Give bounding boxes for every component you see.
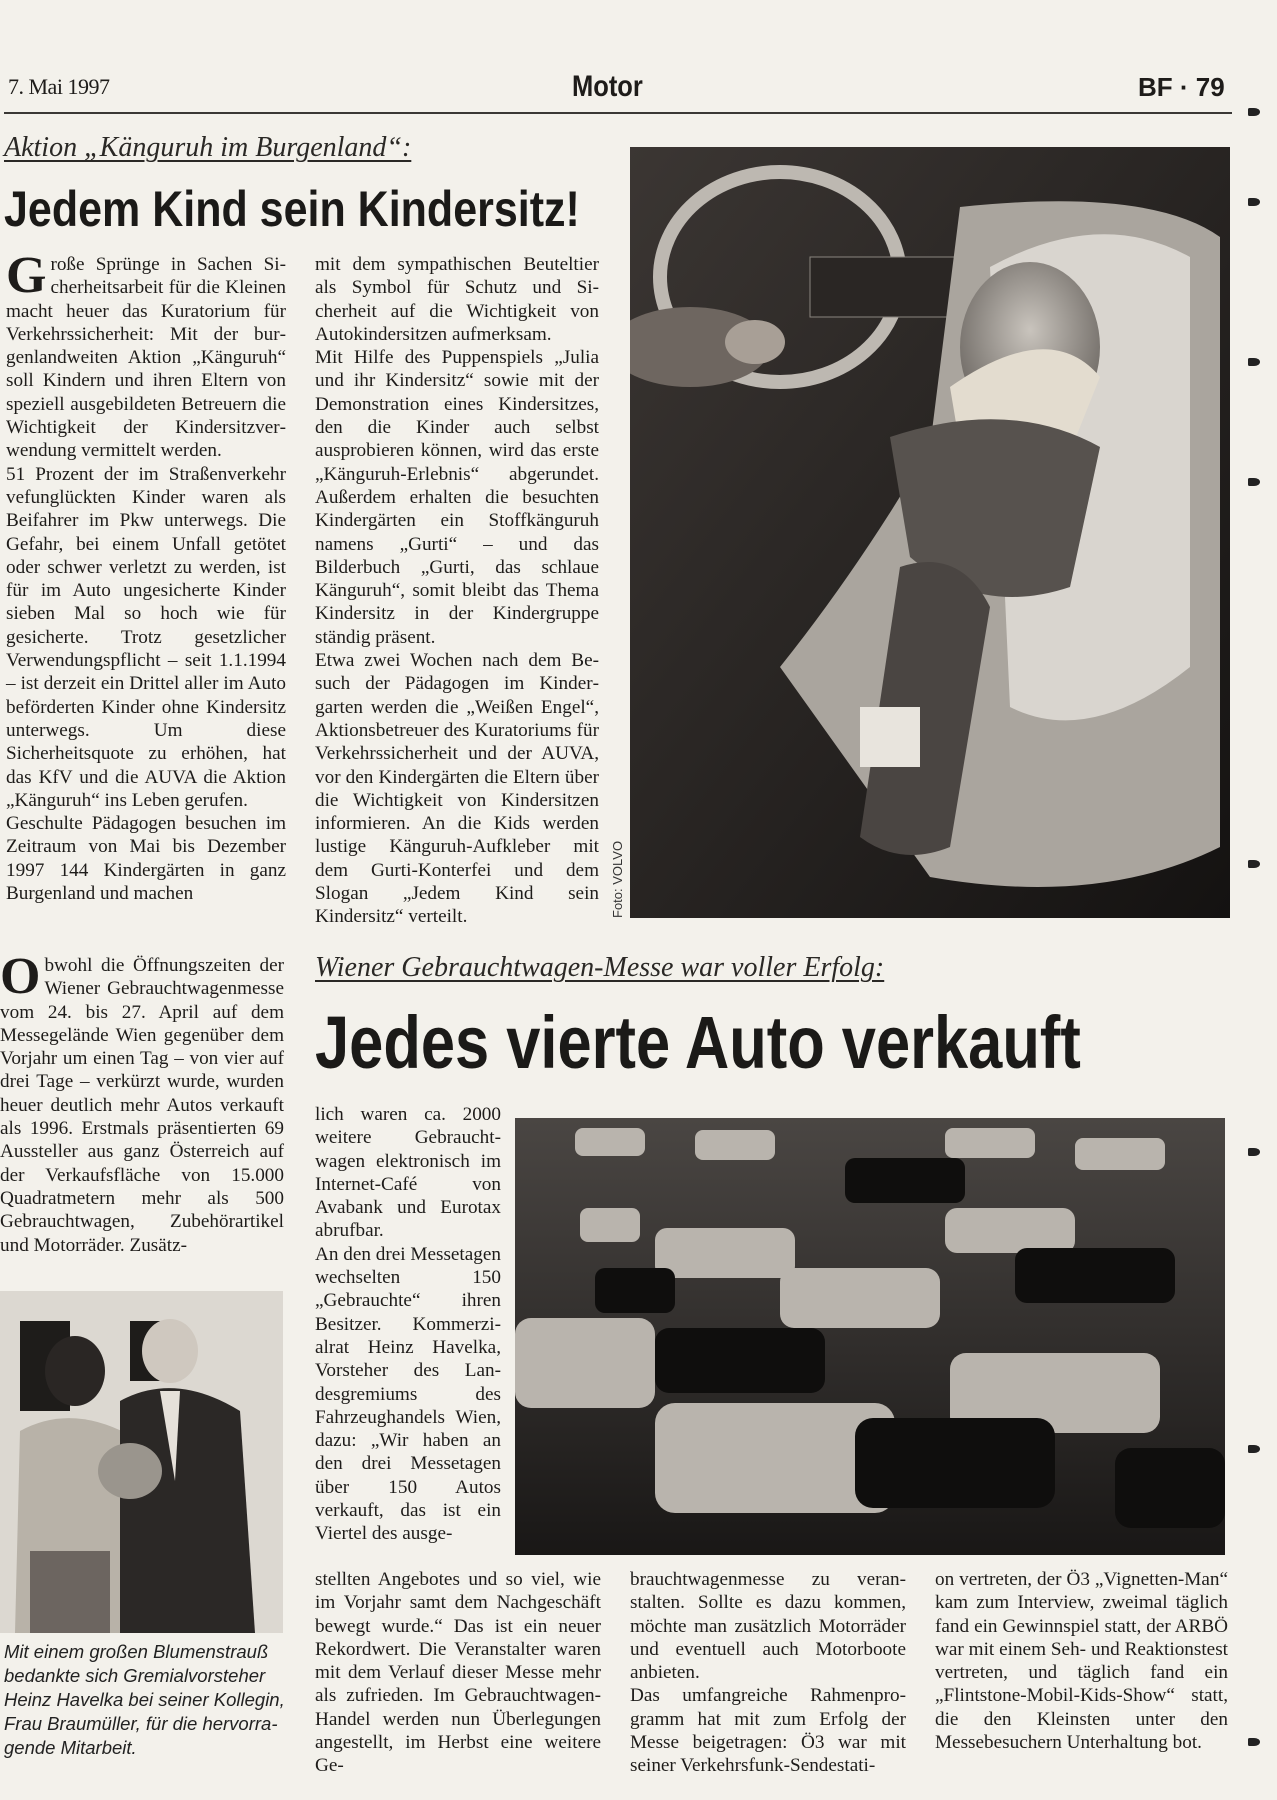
paragraph: Das umfangreiche Rahmenprogramm hat mit zum Erfolg der Messe beigetragen: Ö3 war mit seiner Verkehrsfunk-Sendestati- — [630, 1685, 906, 1777]
article2-column-2-wide — [315, 1568, 601, 1778]
section-title: Motor — [572, 70, 643, 103]
drop-cap: O — [0, 948, 41, 1005]
article2-headline: Jedes vierte Auto verkauft — [315, 1001, 1081, 1084]
paragraph: stellten Angebotes und so viel, wie im Vorjahr samt dem Nachgeschäft bewegt wurde.“ Das ist ein neuer Rekordwert. Die Veranstalter waren mit dem Verlauf dieser Messe mehr als zufrieden. Im Gebrauchtwagen-Handel werden nun Überlegungen angestellt, im Herbst eine weitere Ge- — [315, 1569, 601, 1777]
photo-caption: Mit einem großen Blumenstrauß bedankte sich Gremialvorsteher Heinz Havelka bei seiner Kollegin, Frau Braumüller, für die hervorragende Mitarbeit. — [4, 1641, 285, 1758]
margin-mark — [1248, 198, 1260, 206]
margin-mark — [1248, 1148, 1260, 1156]
issue-date: 7. Mai 1997 — [8, 74, 110, 99]
paragraph: Obwohl die Öffnungszeiten der Wiener Gebrauchtwagenmesse vom 24. bis 27. April auf dem Messegelände Wien gegenüber dem Vorjahr um einen Tag – von vier auf drei Tage – verkürzt wurde, wurden heuer deutlich mehr Autos verkauft als 1996. Erstmals präsentierten 69 Aussteller aus ganz Österreich auf der Verkaufsfläche von 15.000 Quadratmetern mehr als 500 Gebrauchtwagen, Zubehörartikel und Motorräder. Zusätz- — [0, 948, 284, 1256]
paragraph: Geschulte Pädagogen besuchen im Zeitraum von Mai bis Dezember 1997 144 Kindergärten in ganz Burgenland und machen — [6, 813, 286, 905]
article1-column-1 — [6, 247, 286, 905]
margin-mark — [1248, 1445, 1260, 1453]
paragraph: 51 Prozent der im Straßenverkehr vefunglückten Kinder waren als Beifahrer im Pkw unterwegs. Die Gefahr, bei einem Unfall getötet oder schwer verletzt zu werden, ist für im Auto ungesicherte Kinder sieben Mal so hoch wie für gesicherte. Trotz gesetzlicher Verwendungspflicht – seit 1.1.1994 – ist derzeit ein Drittel aller im Auto beförderten Kinder ohne Kindersitz unterwegs. Um diese Sicherheitsquote zu erhöhen, hat das KfV und die AUVA die Aktion „Känguruh“ ins Leben gerufen. — [6, 463, 286, 811]
paragraph: lich waren ca. 2000 weitere Gebrauchtwagen elektronisch im Internet-Café von Avabank und Eurotax abrufbar. — [315, 1104, 501, 1242]
paragraph: on vertreten, der Ö3 „Vignetten-Man“ kam zum Interview, zweimal täglich fand ein Gewinnspiel statt, der ARBÖ war mit einem Seh- und Reaktionstest vertreten, und täglich fand ein „Flintstone-Mobil-Kids-Show“ statt, die den Kleinsten unter den Messebesuchern Unterhaltung bot. — [935, 1569, 1228, 1754]
header-rule — [4, 112, 1232, 114]
margin-mark — [1248, 478, 1260, 486]
paragraph: An den drei Messetagen wechselten 150 „Gebrauchte“ ihren Besitzer. Kommerzialrat Heinz Havelka, Vorsteher des Landesgremiums des Fahrzeughandels Wien, dazu: „Wir haben an den drei Messetagen über 150 Autos verkauft, das ist ein Viertel des ausge- — [315, 1243, 501, 1545]
paragraph: Mit Hilfe des Puppenspiels „Julia und ihr Kindersitz“ sowie mit der Demonstration eines Kindersitzes, den die Kinder auch selbst ausprobieren können, wird das erste „Känguruh-Erlebnis“ abgerundet. Außerdem erhalten die besuchten Kindergärten ein Stoffkänguruh namens „Gurti“ – und das Bilderbuch „Gurti, das schlaue Känguruh“, somit bleibt das Thema Kindersitz in der Kindergruppe ständig präsent. — [315, 347, 599, 648]
paragraph: Große Sprünge in Sachen Sicherheitsarbeit für die Kleinen macht heuer das Kuratorium für Verkehrssicherheit: Mit der burgenlandweiten Aktion „Känguruh“ soll Kindern und ihren Eltern von speziell ausgebildeten Betreuern die Wichtigkeit der Kindersitzverwendung vermittelt werden. — [6, 247, 286, 462]
article1-column-2 — [315, 253, 599, 929]
drop-cap: G — [6, 247, 47, 304]
margin-mark — [1248, 1738, 1260, 1746]
margin-mark — [1248, 358, 1260, 366]
paragraph: brauchtwagenmesse zu veranstalten. Sollte es dazu kommen, möchte man zusätzlich Motorräder und eventuell auch Motorboote anbieten. — [630, 1569, 906, 1684]
paragraph: mit dem sympathischen Beuteltier als Symbol für Schutz und Sicherheit auf die Wichtigkeit von Autokindersitzen aufmerksam. — [315, 254, 599, 345]
article2-column-2-narrow — [315, 1103, 501, 1546]
award-photo — [0, 1291, 283, 1633]
article1-headline: Jedem Kind sein Kindersitz! — [4, 181, 580, 237]
article2-column-1 — [0, 948, 284, 1257]
article2-column-3 — [630, 1568, 906, 1778]
margin-mark — [1248, 108, 1260, 116]
photo-credit: Foto: VOLVO — [610, 840, 625, 918]
car-fair-photo — [515, 1118, 1225, 1555]
paragraph: Etwa zwei Wochen nach dem Besuch der Pädagogen im Kindergarten werden die „Weißen Engel“, Aktionsbetreuer des Kuratoriums für Verkehrssicherheit und der AUVA, vor den Kindergärten die Eltern über die Wichtigkeit von Kindersitzen informieren. An die Kids werden lustige Känguruh-Aufkleber mit dem Gurti-Konterfei und dem Slogan „Jedem Kind sein Kindersitz“ verteilt. — [315, 650, 599, 928]
child-seat-photo — [630, 147, 1230, 918]
article2-kicker: Wiener Gebrauchtwagen-Messe war voller Erfolg: — [315, 952, 885, 983]
page-number: BF · 79 — [1138, 72, 1225, 102]
article1-kicker: Aktion „Känguruh im Burgenland“: — [4, 132, 412, 163]
margin-mark — [1248, 860, 1260, 868]
article2-column-4 — [935, 1568, 1228, 1754]
